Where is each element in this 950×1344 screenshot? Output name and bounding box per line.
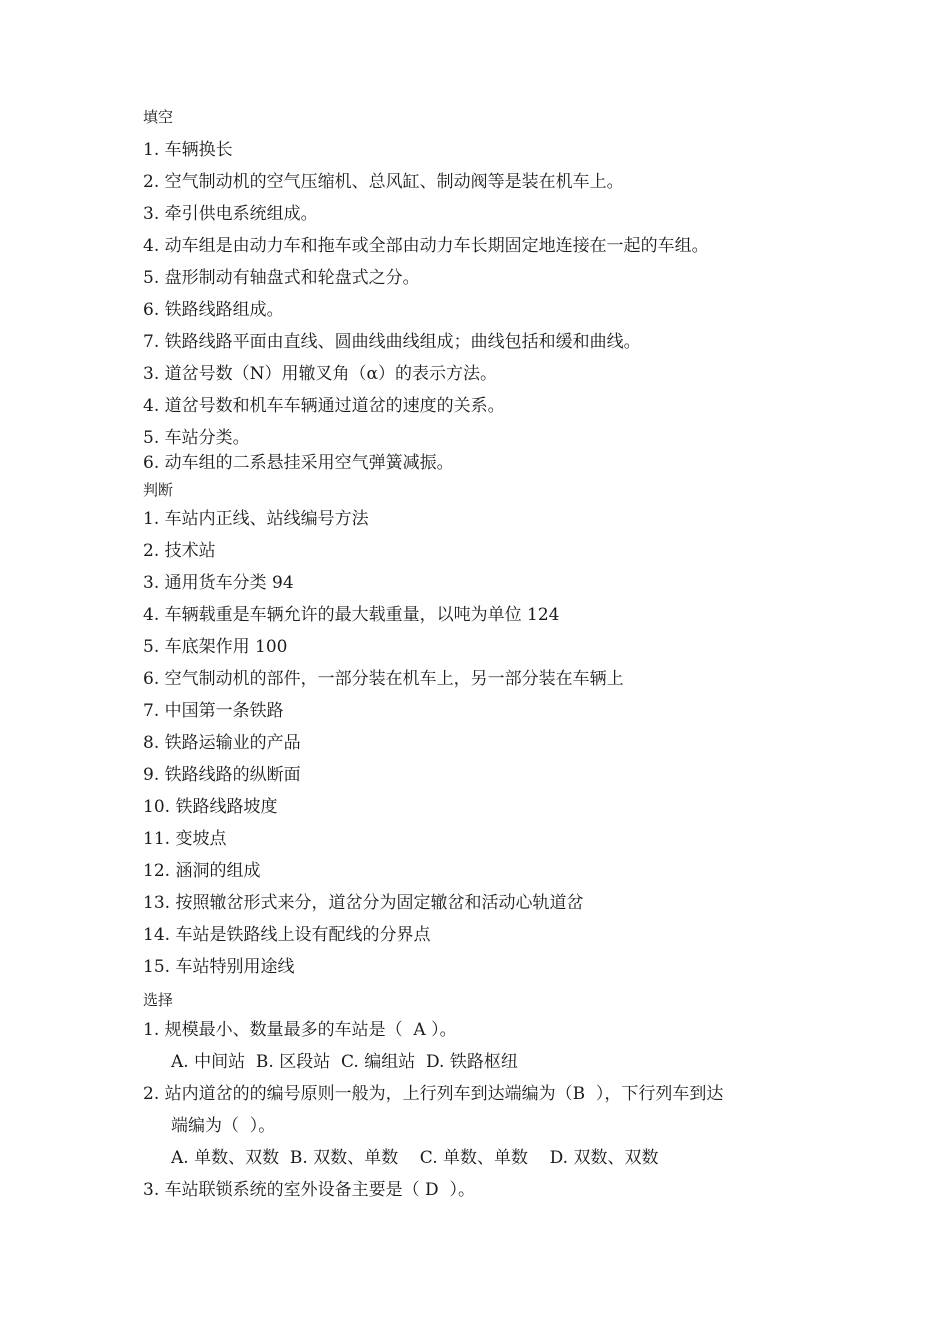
judgement-item: 10. 铁路线路坡度 (143, 797, 278, 817)
choice-question-1: 1. 规模最小、数量最多的车站是（ A ）。 (143, 1020, 457, 1040)
judgement-item: 1. 车站内正线、站线编号方法 (143, 509, 369, 529)
fill-blank-item: 5. 车站分类。 (143, 428, 250, 448)
section-heading-choice: 选择 (143, 991, 174, 1009)
fill-blank-item: 6. 动车组的二系悬挂采用空气弹簧减振。 (143, 453, 454, 473)
judgement-item: 9. 铁路线路的纵断面 (143, 765, 301, 785)
choice-question-2-line-1: 2. 站内道岔的的编号原则一般为，上行列车到达端编为（B ），下行列车到达 (143, 1084, 724, 1104)
section-heading-judgement: 判断 (143, 481, 174, 499)
judgement-item: 13. 按照辙岔形式来分，道岔分为固定辙岔和活动心轨道岔 (143, 893, 584, 913)
fill-blank-item: 4. 动车组是由动力车和拖车或全部由动力车长期固定地连接在一起的车组。 (143, 236, 709, 256)
fill-blank-item: 6. 铁路线路组成。 (143, 300, 284, 320)
choice-question-2-line-2: 端编为（ ）。 (171, 1116, 276, 1136)
judgement-item: 2. 技术站 (143, 541, 216, 561)
judgement-item: 11. 变坡点 (143, 829, 227, 849)
judgement-item: 7. 中国第一条铁路 (143, 701, 284, 721)
choice-options-1: A. 中间站 B. 区段站 C. 编组站 D. 铁路枢纽 (171, 1052, 518, 1072)
choice-options-2: A. 单数、双数 B. 双数、单数 C. 单数、单数 D. 双数、双数 (171, 1148, 659, 1168)
judgement-item: 8. 铁路运输业的产品 (143, 733, 301, 753)
judgement-item: 12. 涵洞的组成 (143, 861, 261, 881)
fill-blank-item: 4. 道岔号数和机车车辆通过道岔的速度的关系。 (143, 396, 505, 416)
judgement-item: 15. 车站特别用途线 (143, 957, 295, 977)
fill-blank-item: 3. 道岔号数（N）用辙叉角（α）的表示方法。 (143, 364, 497, 384)
fill-blank-item: 1. 车辆换长 (143, 140, 233, 160)
choice-question-3: 3. 车站联锁系统的室外设备主要是（ D ）。 (143, 1180, 475, 1200)
fill-blank-item: 7. 铁路线路平面由直线、圆曲线曲线组成；曲线包括和缓和曲线。 (143, 332, 641, 352)
fill-blank-item: 2. 空气制动机的空气压缩机、总风缸、制动阀等是装在机车上。 (143, 172, 624, 192)
fill-blank-item: 3. 牵引供电系统组成。 (143, 204, 318, 224)
judgement-item: 4. 车辆载重是车辆允许的最大载重量，以吨为单位 124 (143, 605, 560, 625)
fill-blank-item: 5. 盘形制动有轴盘式和轮盘式之分。 (143, 268, 420, 288)
section-heading-fill-blank: 填空 (143, 108, 174, 126)
judgement-item: 6. 空气制动机的部件，一部分装在机车上，另一部分装在车辆上 (143, 669, 624, 689)
judgement-item: 5. 车底架作用 100 (143, 637, 288, 657)
judgement-item: 3. 通用货车分类 94 (143, 573, 294, 593)
judgement-item: 14. 车站是铁路线上设有配线的分界点 (143, 925, 431, 945)
